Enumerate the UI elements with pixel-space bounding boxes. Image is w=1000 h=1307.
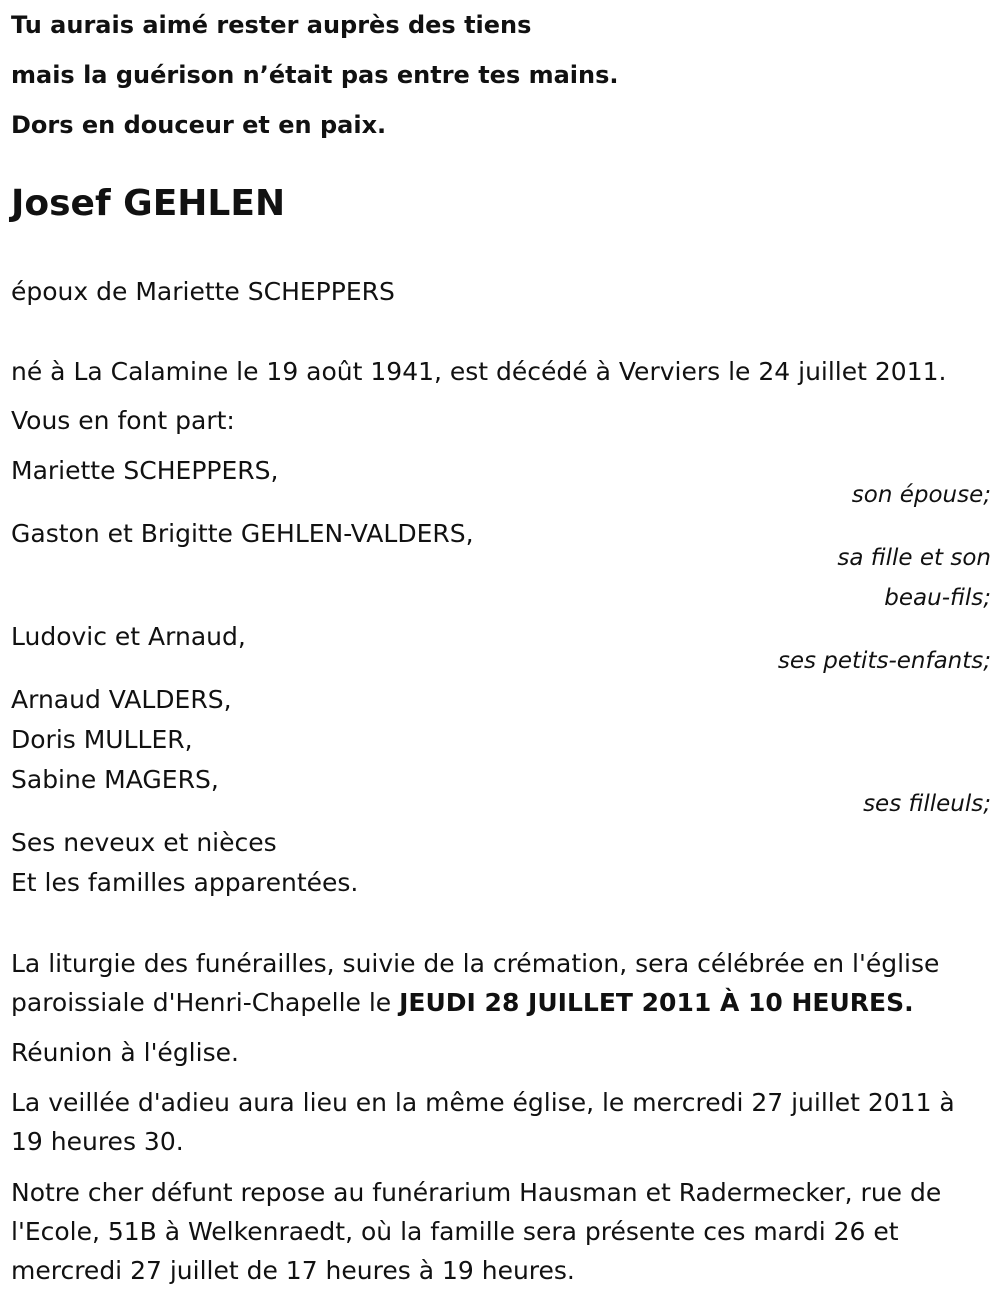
deceased-name: Josef GEHLEN: [11, 183, 286, 224]
family-grandchildren-name: Ludovic et Arnaud,: [11, 622, 246, 651]
family-spouse-name: Mariette SCHEPPERS,: [11, 456, 279, 485]
verse-line-3: Dors en douceur et en paix.: [11, 111, 387, 139]
spouse-line: époux de Mariette SCHEPPERS: [11, 277, 395, 306]
family-godchild-2: Doris MULLER,: [11, 725, 193, 754]
family-grandchildren-role: ses petits-enfants;: [777, 648, 991, 674]
meeting-line: Réunion à l'église.: [11, 1038, 239, 1067]
birth-death-line: né à La Calamine le 19 août 1941, est décédé à Verviers le 24 juillet 2011.: [11, 357, 947, 386]
family-nephews: Ses neveux et nièces: [11, 828, 277, 857]
announce-intro: Vous en font part:: [11, 406, 235, 435]
vigil-paragraph: La veillée d'adieu aura lieu en la même église, le mercredi 27 juillet 2011 à 19 heures 30.: [11, 1088, 955, 1156]
funeral-paragraph: [11, 944, 991, 1022]
family-daughter-role-2: beau-fils;: [884, 585, 991, 611]
family-daughter-role-1: sa fille et son: [837, 545, 991, 571]
family-spouse-role: son épouse;: [851, 482, 991, 508]
rest-paragraph: Notre cher défunt repose au funérarium Hausman et Radermecker, rue de l'Ecole, 51B à Welkenraedt, où la famille sera présente ces mardi 26 et mercredi 27 juillet de 17 heures à 19 heures.: [11, 1178, 942, 1285]
verse-line-2: mais la guérison n’était pas entre tes mains.: [11, 61, 619, 89]
funeral-date: JEUDI 28 JUILLET 2011 À 10 HEURES.: [399, 988, 914, 1017]
family-godchild-1: Arnaud VALDERS,: [11, 685, 232, 714]
family-daughter-name: Gaston et Brigitte GEHLEN-VALDERS,: [11, 519, 474, 548]
family-relatives: Et les familles apparentées.: [11, 868, 359, 897]
family-godchildren-role: ses filleuls;: [863, 791, 991, 817]
funeral-text: La liturgie des funérailles, suivie de la crémation, sera célébrée en l'église paroissiale d'Henri-Chapelle le: [11, 949, 940, 1017]
verse-line-1: Tu aurais aimé rester auprès des tiens: [11, 11, 532, 39]
family-godchild-3: Sabine MAGERS,: [11, 765, 219, 794]
